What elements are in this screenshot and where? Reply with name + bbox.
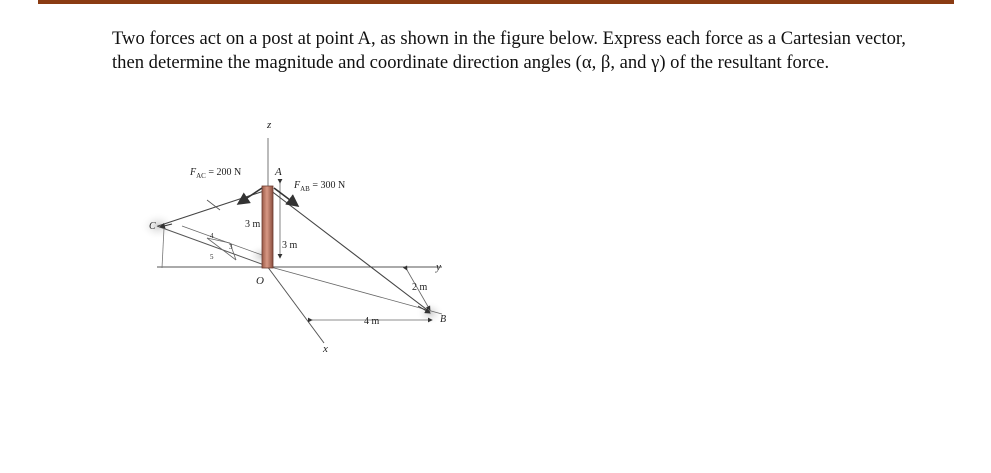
fab-symbol: F: [294, 180, 301, 191]
arrow-fac: [238, 188, 262, 204]
origin-label: O: [256, 275, 264, 287]
z-axis-label: z: [267, 119, 272, 131]
fab-label: [293, 180, 345, 193]
force-figure: [112, 108, 472, 358]
dim-3m-right-label: 3 m: [282, 240, 298, 251]
top-rule: [38, 0, 954, 4]
slope-5-label: 5: [210, 253, 214, 261]
fab-subscript: AB: [300, 185, 310, 193]
slope-3-label: 3: [229, 243, 233, 251]
x-axis-line: [267, 266, 324, 343]
point-c-label: C: [149, 221, 156, 232]
problem-statement: Two forces act on a post at point A, as shown in the figure below. Express each force as a Cartesian vector, then determine the magnitude and coordinate direction angles (α, β, and γ) of the resultant force.: [112, 28, 906, 73]
fac-subscript: AC: [196, 172, 206, 180]
post: [262, 186, 273, 268]
point-a-label: A: [275, 166, 282, 178]
slope-4-label: 4: [210, 232, 214, 240]
fab-value: = 300 N: [309, 180, 346, 191]
y-axis-label: y: [436, 261, 441, 273]
dim-2m-label: 2 m: [412, 282, 428, 293]
fac-label: [189, 167, 241, 180]
cable-ab: [270, 190, 430, 312]
fac-symbol: F: [190, 167, 197, 178]
dim-4m-label: 4 m: [364, 316, 380, 327]
force-diagram: [112, 108, 472, 358]
fac-leader: [207, 200, 220, 210]
fac-value: = 200 N: [205, 167, 242, 178]
point-b-label: B: [440, 314, 447, 325]
x-axis-label: x: [323, 343, 328, 355]
dim-3m-post-label: 3 m: [245, 219, 261, 230]
cable-c-base: [182, 226, 262, 255]
